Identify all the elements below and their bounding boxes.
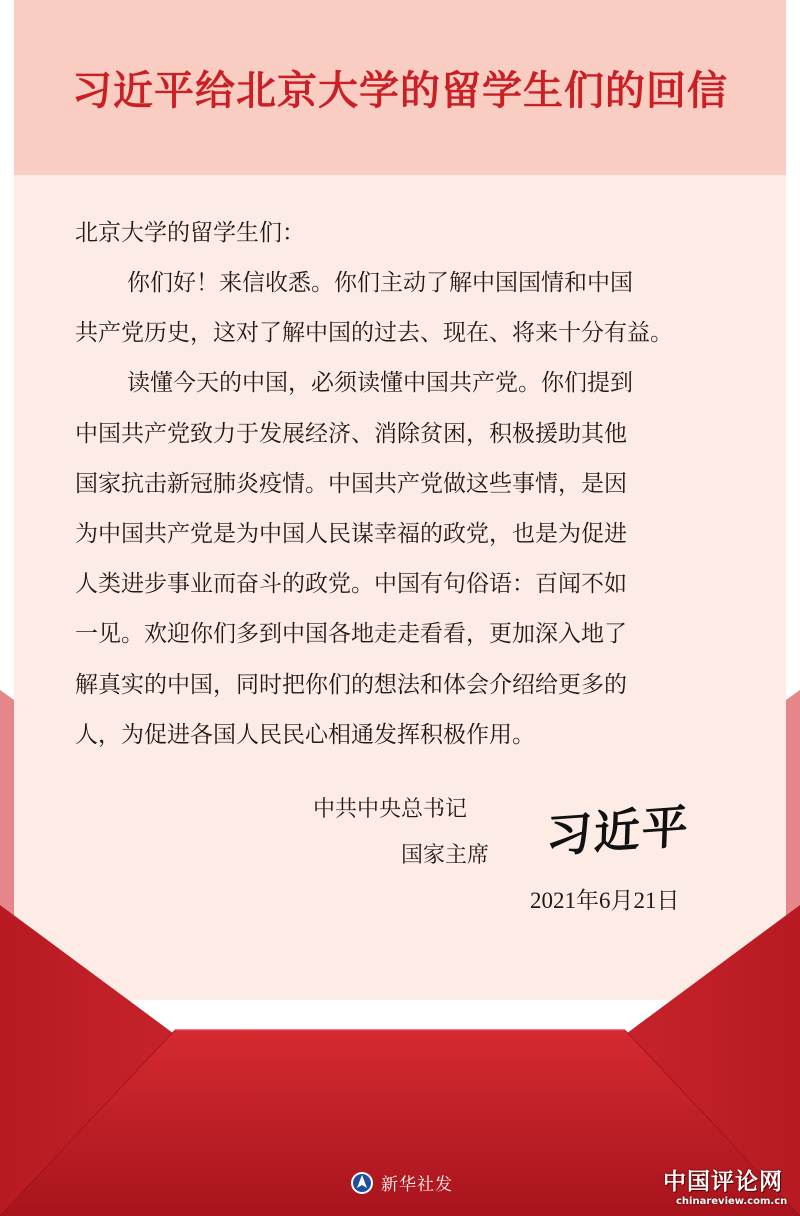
letter-line: 为中国共产党是为中国人民谋幸福的政党，也是为促进 bbox=[75, 520, 627, 547]
letter-line: 国家抗击新冠肺炎疫情。中国共产党做这些事情，是因 bbox=[75, 470, 627, 497]
letter-line: 中国共产党致力于发展经济、消除贫困，积极援助其他 bbox=[75, 420, 627, 447]
signer-title-general-secretary: 中共中央总书记 bbox=[313, 797, 468, 822]
signer-title-president: 国家主席 bbox=[401, 843, 490, 868]
letter-line: 你们好！来信收悉。你们主动了解中国国情和中国 bbox=[127, 270, 633, 296]
letter-line: 共产党历史，这对了解中国的过去、现在、将来十分有益。 bbox=[75, 320, 673, 347]
letter-body bbox=[75, 208, 755, 760]
letter-line: 解真实的中国，同时把你们的想法和体会介绍给更多的 bbox=[75, 671, 627, 698]
agency-credit: 新华社发 bbox=[381, 1175, 453, 1195]
handwritten-signature: 习近平 bbox=[545, 798, 691, 864]
letter-line: 一见。欢迎你们多到中国各地走走看看，更加深入地了 bbox=[75, 621, 627, 648]
xinhua-logo-icon bbox=[350, 1171, 374, 1195]
letter-salutation: 北京大学的留学生们： bbox=[75, 220, 305, 246]
letter-title: 习近平给北京大学的留学生们的回信 bbox=[72, 67, 728, 114]
letter-date: 2021年6月21日 bbox=[530, 888, 680, 913]
letter-line: 读懂今天的中国，必须读懂中国共产党。你们提到 bbox=[127, 370, 633, 397]
letter-line: 人类进步事业而奋斗的政党。中国有句俗语：百闻不如 bbox=[75, 571, 627, 598]
watermark-brand: 中国评论网 bbox=[663, 1169, 783, 1195]
letter-line: 人，为促进各国人民民心相通发挥积极作用。 bbox=[75, 721, 535, 748]
watermark-url: chinareview.com.cn bbox=[676, 1196, 788, 1207]
